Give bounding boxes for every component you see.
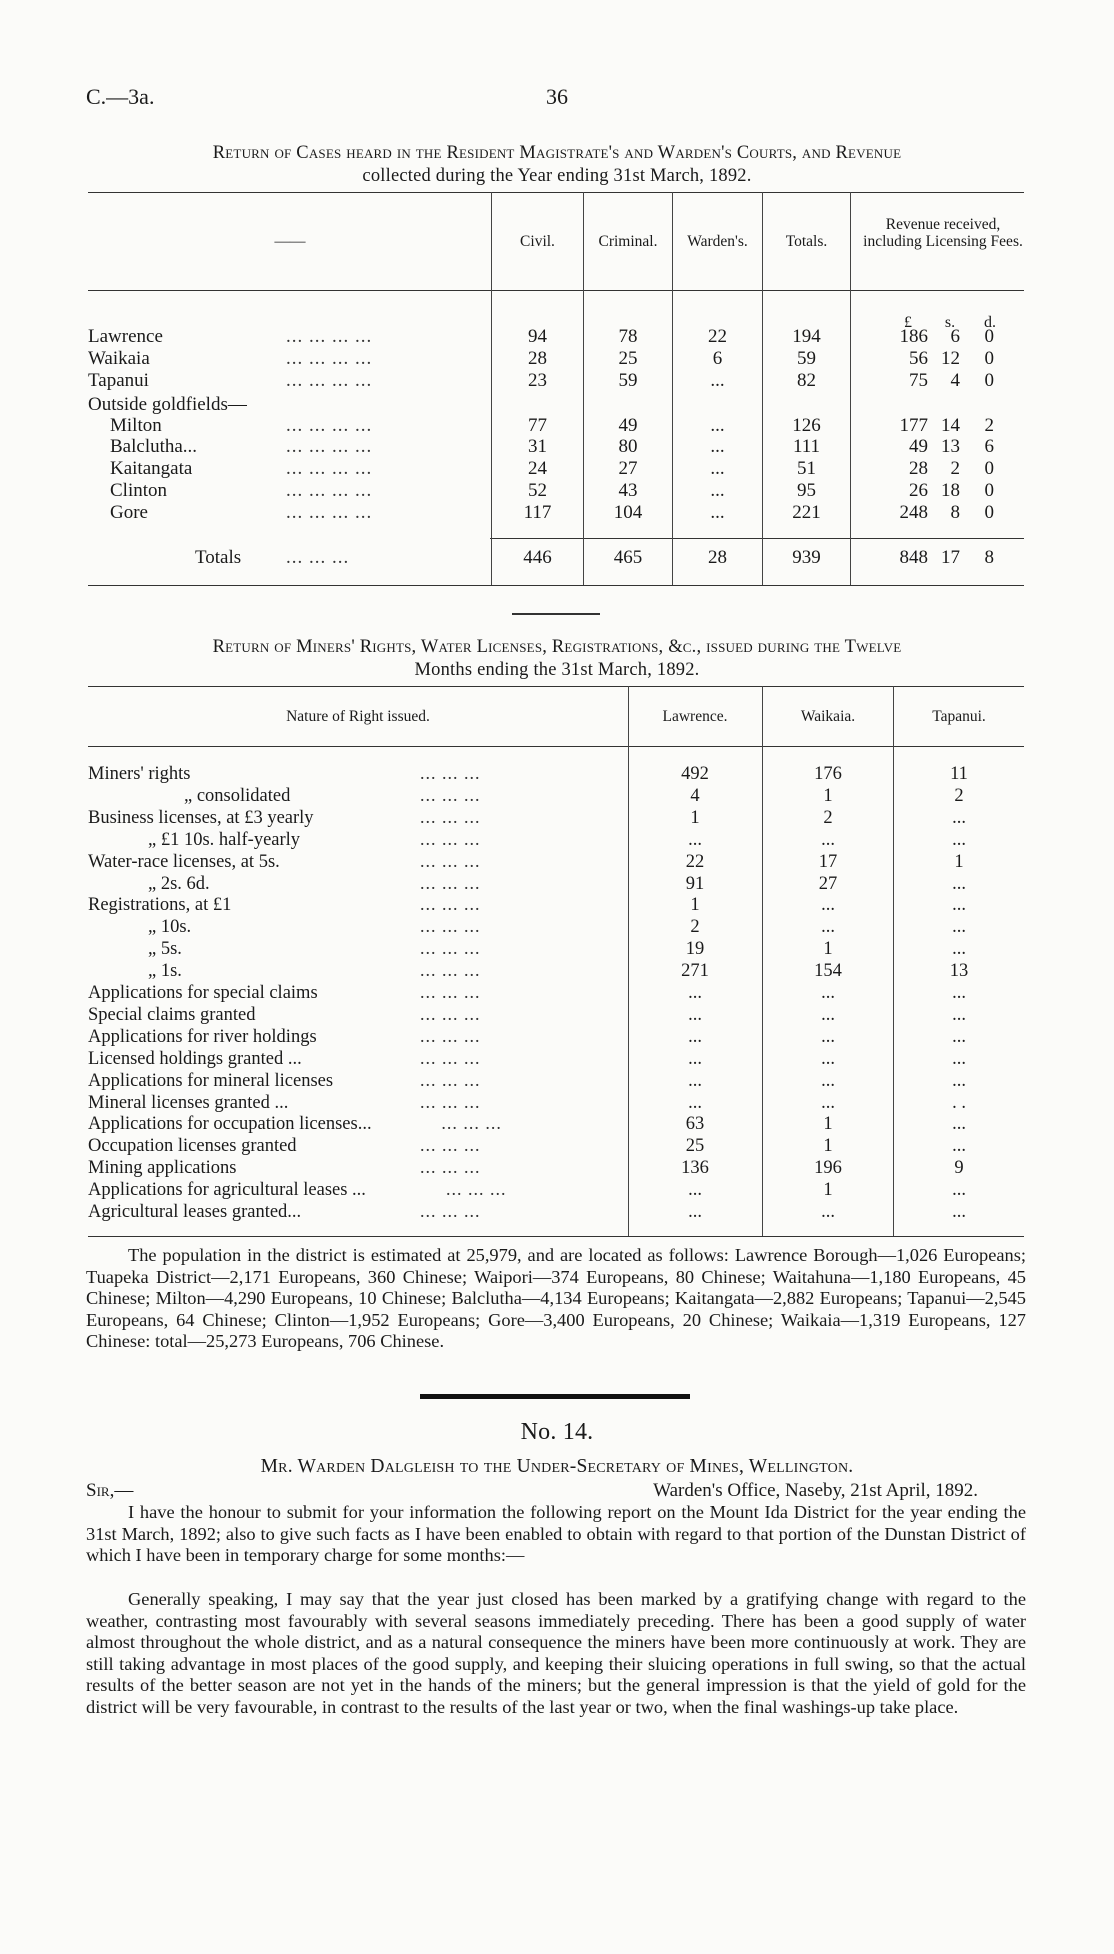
leader-dots: ... ... ... [420,1091,481,1112]
revenue-pence: 0 [984,502,994,523]
criminal-cell: 59 [618,370,638,391]
leader-dots: ... ... ... ... [286,436,373,457]
leader-dots: ... ... ... [441,1113,502,1134]
table1-vline [850,192,851,585]
table2-vline [762,686,763,1236]
totals-cell: 95 [797,480,816,501]
row-label: „ 5s. [148,939,182,960]
totals-cell: 194 [792,326,821,347]
lawrence-cell: 492 [681,764,709,784]
lawrence-cell: ... [688,1048,702,1069]
waikaia-cell: 2 [823,807,833,828]
waikaia-cell: ... [821,829,835,850]
revenue-pounds: 75 [909,370,928,391]
leader-dots: ... ... ... [420,1003,481,1024]
table2-header-tapanui: Tapanui. [932,708,986,725]
lawrence-cell: ... [688,1004,702,1025]
tapanui-cell: . . [952,1092,966,1113]
tapanui-cell: 1 [954,851,964,872]
waikaia-cell: 1 [823,1180,833,1201]
waikaia-cell: 1 [823,785,833,806]
revenue-shillings: 4 [950,370,960,391]
leader-dots: ... ... ... ... [286,370,373,391]
row-label: Water-race licenses, at 5s. [88,851,280,872]
row-label: Milton [110,415,162,436]
lawrence-cell: 1 [690,807,700,828]
lawrence-cell: ... [688,1180,702,1201]
revenue-shillings: 6 [950,326,960,347]
waikaia-cell: 1 [823,1136,833,1157]
table1-header-blank: —— [274,233,306,250]
tapanui-cell: ... [952,1070,966,1091]
criminal-cell: 80 [618,436,638,457]
total-revenue-pence: 8 [984,547,994,568]
table1-totals-rule [490,538,1024,539]
tapanui-cell: ... [952,1048,966,1069]
waikaia-cell: 1 [823,939,833,960]
page-header [86,84,1028,112]
lawrence-cell: 4 [690,785,700,806]
tapanui-cell: ... [952,1004,966,1025]
revenue-pounds: 49 [909,436,928,457]
lawrence-cell: ... [688,1070,702,1091]
revenue-pounds: 26 [909,480,928,501]
lawrence-cell: ... [688,1092,702,1113]
table1-bottom-rule [88,585,1024,586]
tapanui-cell: ... [952,939,966,960]
row-label: Tapanui [88,370,149,391]
totals-cell: 221 [792,502,821,523]
civil-cell: 24 [528,458,547,479]
civil-cell: 31 [528,436,547,457]
leader-dots: ... ... ... ... [286,326,373,347]
section-separator [512,613,600,615]
row-label: Mineral licenses granted ... [88,1092,289,1113]
row-label: Agricultural leases granted... [88,1202,302,1222]
tapanui-cell: 13 [949,961,969,982]
lawrence-cell: ... [688,829,702,850]
waikaia-cell: ... [821,1004,835,1025]
tapanui-cell: ... [952,1136,966,1157]
criminal-cell: 104 [613,502,643,523]
revenue-shillings: 2 [950,458,960,479]
criminal-cell: 43 [618,480,638,501]
lawrence-cell: 2 [690,917,700,938]
leader-dots: ... ... ... [420,850,481,871]
row-label: Lawrence [88,326,163,347]
table1-vline [672,192,673,585]
leader-dots: ... ... ... ... [286,502,373,523]
page-ref: C.—3a. [86,84,155,109]
leader-dots: ... ... ... [420,1157,481,1178]
row-label: Miners' rights [88,764,191,784]
tapanui-cell: ... [952,983,966,1003]
waikaia-cell: 1 [823,1114,833,1135]
leader-dots: ... ... ... [420,916,481,937]
tapanui-cell: ... [952,1180,966,1201]
table1-header-criminal: Criminal. [598,233,658,250]
totals-cell: 126 [792,415,821,436]
waikaia-cell: 196 [814,1158,842,1179]
leader-dots: ... ... ... [420,1025,481,1046]
revenue-pounds: 56 [909,348,928,369]
civil-cell: 23 [528,370,547,391]
table2-top-rule [88,686,1024,687]
table2-vline [893,686,894,1236]
leader-dots: ... ... ... ... [286,415,373,436]
row-label: „ 10s. [148,917,192,938]
row-label: Applications for special claims [88,983,318,1003]
table1-header-revenue: Revenue received, including Licensing Fees. [863,216,1023,250]
leader-dots: ... ... ... [420,1135,481,1156]
revenue-shillings: 8 [950,502,960,523]
waikaia-cell: ... [821,1092,835,1113]
revenue-pounds: 177 [899,415,928,436]
leader-dots: ... ... ... ... [286,458,373,479]
tapanui-cell: 2 [954,785,964,806]
civil-cell: 52 [528,480,547,501]
table2-vline [628,686,629,1236]
lawrence-cell: ... [688,983,702,1003]
leader-dots: ... ... ... [420,872,481,893]
row-label: „ consolidated [184,785,291,806]
letter-paragraph-2: Generally speaking, I may say that the year just closed has been marked by a gratifying change with regard to the weather, contrasting most favourably with several seasons immediately preceding. There has been a good supply of water almost throughout the whole district, and as a natural consequence the miners have been more continuously at work. They are still taking advantage in most places of the good supply, and keeping their sluicing operations in full swing, so that the actual results of the better season are not yet in the hands of the miners; but the general impression is that the yield of gold for the district will be very favourable, in contrast to the results of the last year or two, when the final washings-up take place. [86,1589,1026,1717]
table2-bottom-rule [88,1236,1024,1237]
waikaia-cell: ... [821,983,835,1003]
table2-header-nature: Nature of Right issued. [286,708,430,725]
wardens-cell: ... [710,436,725,457]
revenue-pence: 0 [984,326,994,347]
revenue-shillings: 14 [941,415,960,436]
page-number: 36 [546,84,568,109]
tapanui-cell: 9 [954,1158,964,1179]
table1-header-rule [88,290,1024,291]
row-label: Kaitangata [110,458,193,479]
revenue-unit-pounds: £ [904,314,912,331]
row-label: Clinton [110,480,168,501]
lawrence-cell: 19 [685,939,705,960]
criminal-cell: 49 [618,415,638,436]
revenue-pence: 0 [984,458,994,479]
tapanui-cell: ... [952,917,966,938]
totals-cell: 111 [792,436,821,457]
waikaia-cell: 176 [814,764,842,784]
row-label: Business licenses, at £3 yearly [88,807,314,828]
tapanui-cell: ... [952,829,966,850]
criminal-cell: 78 [618,326,638,347]
leader-dots: ... ... ... [420,1047,481,1068]
waikaia-cell: ... [821,1202,835,1222]
row-label: Gore [110,502,148,523]
table1-vline [491,192,492,585]
wardens-cell: ... [710,458,725,479]
leader-dots: ... ... ... [420,894,481,915]
revenue-pence: 0 [984,370,994,391]
row-label: Applications for mineral licenses [88,1070,334,1091]
lawrence-cell: 22 [685,851,705,872]
revenue-pounds: 28 [909,458,928,479]
tapanui-cell: 11 [950,764,968,784]
revenue-shillings: 12 [941,348,960,369]
table1-caption-2: collected during the Year ending 31st March, 1892. [362,166,752,186]
revenue-pence: 2 [984,415,994,436]
total-revenue-pounds: 848 [899,547,928,568]
leader-dots: ... ... ... [420,1069,481,1090]
table1-vline [762,192,763,585]
letter-salutation: Sir,— [86,1480,134,1501]
row-label: „ 2s. 6d. [148,873,210,894]
waikaia-cell: ... [821,1070,835,1091]
totals-cell: 59 [797,348,816,369]
table2-caption-2: Months ending the 31st March, 1892. [414,660,700,680]
waikaia-cell: 154 [814,961,842,982]
waikaia-cell: ... [821,1026,835,1047]
total-wardens: 28 [708,547,727,568]
totals-cell: 82 [797,370,816,391]
leader-dots: ... ... ... [420,938,481,959]
total-civil: 446 [523,547,552,568]
total-revenue-shillings: 17 [941,547,960,568]
wardens-cell: ... [710,415,725,436]
civil-cell: 117 [523,502,552,523]
wardens-cell: ... [710,502,725,523]
revenue-shillings: 18 [941,480,960,501]
revenue-pence: 0 [984,348,994,369]
lawrence-cell: ... [688,1026,702,1047]
wardens-cell: ... [710,370,725,391]
tapanui-cell: ... [952,1026,966,1047]
tapanui-cell: ... [952,1114,966,1135]
leader-dots: ... ... ... [420,784,481,805]
wardens-cell: ... [710,480,725,501]
row-label: Special claims granted [88,1004,256,1025]
row-label: „ £1 10s. half-yearly [148,829,301,850]
civil-cell: 77 [528,415,547,436]
revenue-pence: 6 [984,436,994,457]
waikaia-cell: ... [821,895,835,916]
civil-cell: 94 [528,326,547,347]
row-label: Mining applications [88,1158,237,1179]
tapanui-cell: ... [952,807,966,828]
row-label: Waikaia [88,348,150,369]
totals-label: Totals [195,547,242,568]
letter-number: No. 14. [520,1419,594,1445]
row-label: Registrations, at £1 [88,895,232,916]
table1-top-rule [88,192,1024,193]
letter-heading: Mr. Warden Dalgleish to the Under-Secretary of Mines, Wellington. [260,1456,854,1477]
leader-dots: ... ... ... ... [286,480,373,501]
letter-paragraph-1: I have the honour to submit for your information the following report on the Mount Ida District for the year ending the 31st March, 1892; also to give such facts as I have been enabled to obtain with regard to that portion of the Dunstan District of which I have been in temporary charge for some months:— [86,1502,1026,1566]
table1-header-wardens: Warden's. [687,233,748,250]
table2-header-lawrence: Lawrence. [662,708,728,725]
waikaia-cell: ... [821,1048,835,1069]
row-label: Applications for agricultural leases ... [88,1180,366,1201]
revenue-shillings: 13 [941,436,960,457]
revenue-pounds: 248 [899,502,928,523]
row-label: „ 1s. [148,961,182,982]
leader-dots: ... ... ... [420,763,481,783]
table1-vline [583,192,584,585]
wardens-cell: 22 [708,326,727,347]
table1-header-civil: Civil. [520,233,555,250]
leader-dots: ... ... ... [286,547,350,568]
leader-dots: ... ... ... ... [286,348,373,369]
leader-dots: ... ... ... [420,1201,481,1221]
tapanui-cell: ... [952,895,966,916]
letter-address: Warden's Office, Naseby, 21st April, 1892. [653,1480,978,1501]
lawrence-cell: 271 [681,961,709,982]
lawrence-cell: 136 [681,1158,709,1179]
leader-dots: ... ... ... [420,828,481,849]
waikaia-cell: 17 [818,851,838,872]
row-label: Applications for river holdings [88,1026,317,1047]
lawrence-cell: 25 [685,1136,705,1157]
leader-dots: ... ... ... [420,960,481,981]
leader-dots: ... ... ... [446,1179,507,1200]
total-criminal: 465 [613,547,643,568]
leader-dots: ... ... ... [420,806,481,827]
leader-dots: ... ... ... [420,982,481,1002]
population-paragraph: The population in the district is estimated at 25,979, and are located as follows: Lawrence Borough—1,026 Europeans; Tuapeka District—2,171 Europeans, 360 Chinese; Waipori—374 Europeans, 80 Chinese; Waitahuna—1,180 Europeans, 45 Chinese; Milton—4,290 Europeans, 10 Chinese; Balclutha—4,134 Europeans; Kaitangata—2,882 Europeans; Tapanui—2,545 Europeans, 64 Chinese; Clinton—1,952 Europeans; Gore—3,400 Europeans, 20 Chinese; Waikaia—1,319 Europeans, 127 Chinese: total—25,273 Europeans, 706 Chinese. [86,1245,1026,1352]
revenue-pence: 0 [984,480,994,501]
table2-header-rule [88,746,1024,747]
revenue-pounds: 186 [899,326,928,347]
table1-caption-1: Return of Cases heard in the Resident Magistrate's and Warden's Courts, and Revenue [212,143,902,163]
lawrence-cell: 91 [685,873,705,894]
criminal-cell: 25 [618,348,638,369]
table1-header-totals: Totals. [785,233,828,250]
lawrence-cell: 63 [685,1114,705,1135]
row-label: Licensed holdings granted ... [88,1048,302,1069]
revenue-unit-pence: d. [984,314,996,331]
waikaia-cell: 27 [818,873,838,894]
totals-cell: 51 [797,458,816,479]
revenue-unit-shillings: s. [944,314,956,331]
criminal-cell: 27 [618,458,638,479]
table2-caption-1: Return of Miners' Rights, Water Licenses, Registrations, &c., issued during the Twelve [212,637,902,657]
section-bar [420,1394,690,1399]
civil-cell: 28 [528,348,547,369]
row-label: Occupation licenses granted [88,1136,297,1157]
wardens-cell: 6 [712,348,723,369]
table2-header-waikaia: Waikaia. [800,708,856,725]
row-label: Balclutha... [110,436,198,457]
row-label: Outside goldfields— [88,394,247,415]
total-totals: 939 [792,547,821,568]
tapanui-cell: ... [952,1202,966,1222]
lawrence-cell: ... [688,1202,702,1222]
tapanui-cell: ... [952,873,966,894]
waikaia-cell: ... [821,917,835,938]
row-label: Applications for occupation licenses... [88,1114,372,1135]
lawrence-cell: 1 [690,895,700,916]
